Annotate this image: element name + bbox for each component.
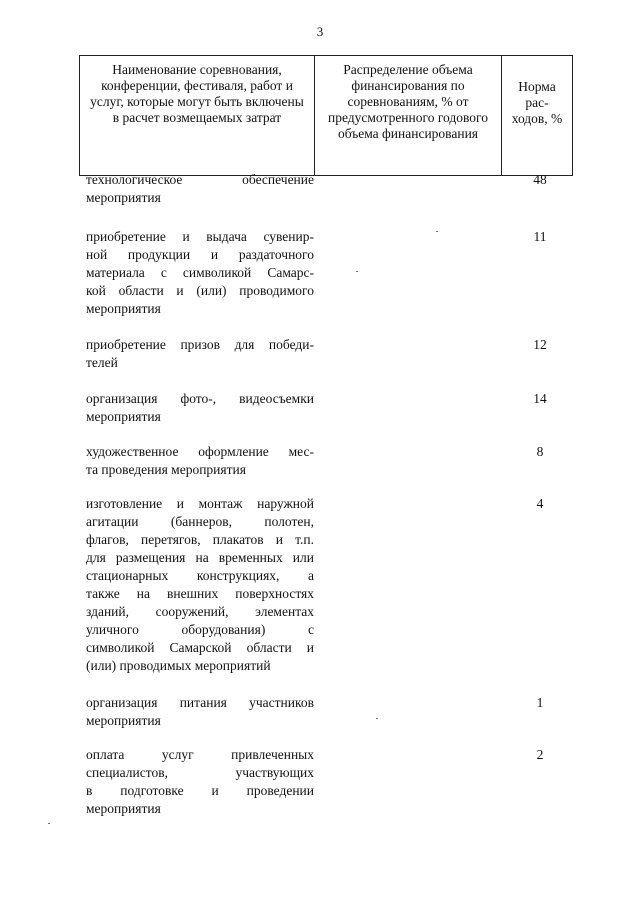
expense-item-line: флагов, перетягов, плакатов и т.п. [86, 532, 314, 547]
header-table [79, 55, 573, 176]
expense-row [86, 443, 566, 479]
expense-item-line: специалистов, участвующих [86, 765, 314, 780]
expense-item-line: (или) проводимых мероприятий [86, 658, 271, 673]
scan-speck [436, 231, 438, 232]
expense-item-line: та проведения мероприятия [86, 462, 246, 477]
expense-item-line: ной продукции и раздаточного [86, 247, 314, 262]
expense-item-line: материала с символикой Самарс- [86, 265, 314, 280]
expense-row [86, 390, 566, 426]
expense-norm-value: 4 [536, 496, 544, 511]
scan-speck [48, 823, 50, 824]
expense-item-line: символикой Самарской области и [86, 640, 314, 655]
expense-item-line: организация питания участников [86, 695, 314, 710]
expense-item-line: в подготовке и проведении [86, 783, 314, 798]
header-norm-line: Норма [518, 79, 556, 94]
expense-row [86, 495, 566, 675]
expense-item-name [86, 336, 314, 372]
header-norm-column [502, 56, 573, 176]
expense-item-line: мероприятия [86, 190, 161, 205]
expense-item-line: технологическое обеспечение [86, 172, 314, 187]
page-number: 3 [316, 24, 324, 39]
expense-item-name [86, 228, 314, 318]
expense-norm-value: 8 [536, 444, 544, 459]
expense-norm-value: 11 [533, 229, 547, 244]
expense-item-line: художественное оформление мес- [86, 444, 314, 459]
expense-item-line: уличного оборудования) с [86, 622, 314, 637]
expense-item-line: организация фото-, видеосъемки [86, 391, 314, 406]
expense-item-name [86, 171, 314, 207]
expense-item-line: изготовление и монтаж наружной [86, 496, 314, 511]
expense-item-name [86, 390, 314, 426]
expense-row [86, 746, 566, 818]
expense-row [86, 171, 566, 207]
expense-item-line: стационарных конструкциях, а [86, 568, 314, 583]
expense-item-name [86, 694, 314, 730]
expense-norm-value: 12 [533, 337, 547, 352]
expense-item-line: оплата услуг привлеченных [86, 747, 314, 762]
expense-item-line: приобретение и выдача сувенир- [86, 229, 314, 244]
expense-item-line: мероприятия [86, 301, 161, 316]
expense-item-name [86, 495, 314, 675]
header-distribution-column: Распределение объема финансирования по соревнованиям, % от предусмотренного годового объема финансирования [315, 56, 502, 176]
header-name-column: Наименование соревнования, конференции, фестиваля, работ и услуг, которые могут быть включены в расчет возмещаемых затрат [80, 56, 315, 176]
expense-item-line: мероприятия [86, 801, 161, 816]
expense-row [86, 694, 566, 730]
expense-norm-value: 48 [533, 172, 547, 187]
expense-item-line: зданий, сооружений, элементах [86, 604, 314, 619]
expense-row [86, 228, 566, 318]
expense-row [86, 336, 566, 372]
header-norm-line: ходов, % [511, 111, 563, 126]
expense-norm-value: 2 [536, 747, 544, 762]
expense-item-line: кой области и (или) проводимого [86, 283, 314, 298]
expense-item-line: также на внешних поверхностях [86, 586, 314, 601]
expense-item-line: приобретение призов для победи- [86, 337, 314, 352]
header-norm-line: рас- [525, 95, 549, 110]
expense-item-line: для размещения на временных или [86, 550, 314, 565]
expense-item-line: телей [86, 355, 118, 370]
scan-speck [376, 718, 378, 719]
scan-speck [356, 271, 358, 272]
expense-item-line: агитации (баннеров, полотен, [86, 514, 314, 529]
expense-item-line: мероприятия [86, 713, 161, 728]
expense-norm-value: 1 [536, 695, 544, 710]
expense-norm-value: 14 [533, 391, 547, 406]
expense-item-line: мероприятия [86, 409, 161, 424]
expense-item-name [86, 746, 314, 818]
expense-item-name [86, 443, 314, 479]
